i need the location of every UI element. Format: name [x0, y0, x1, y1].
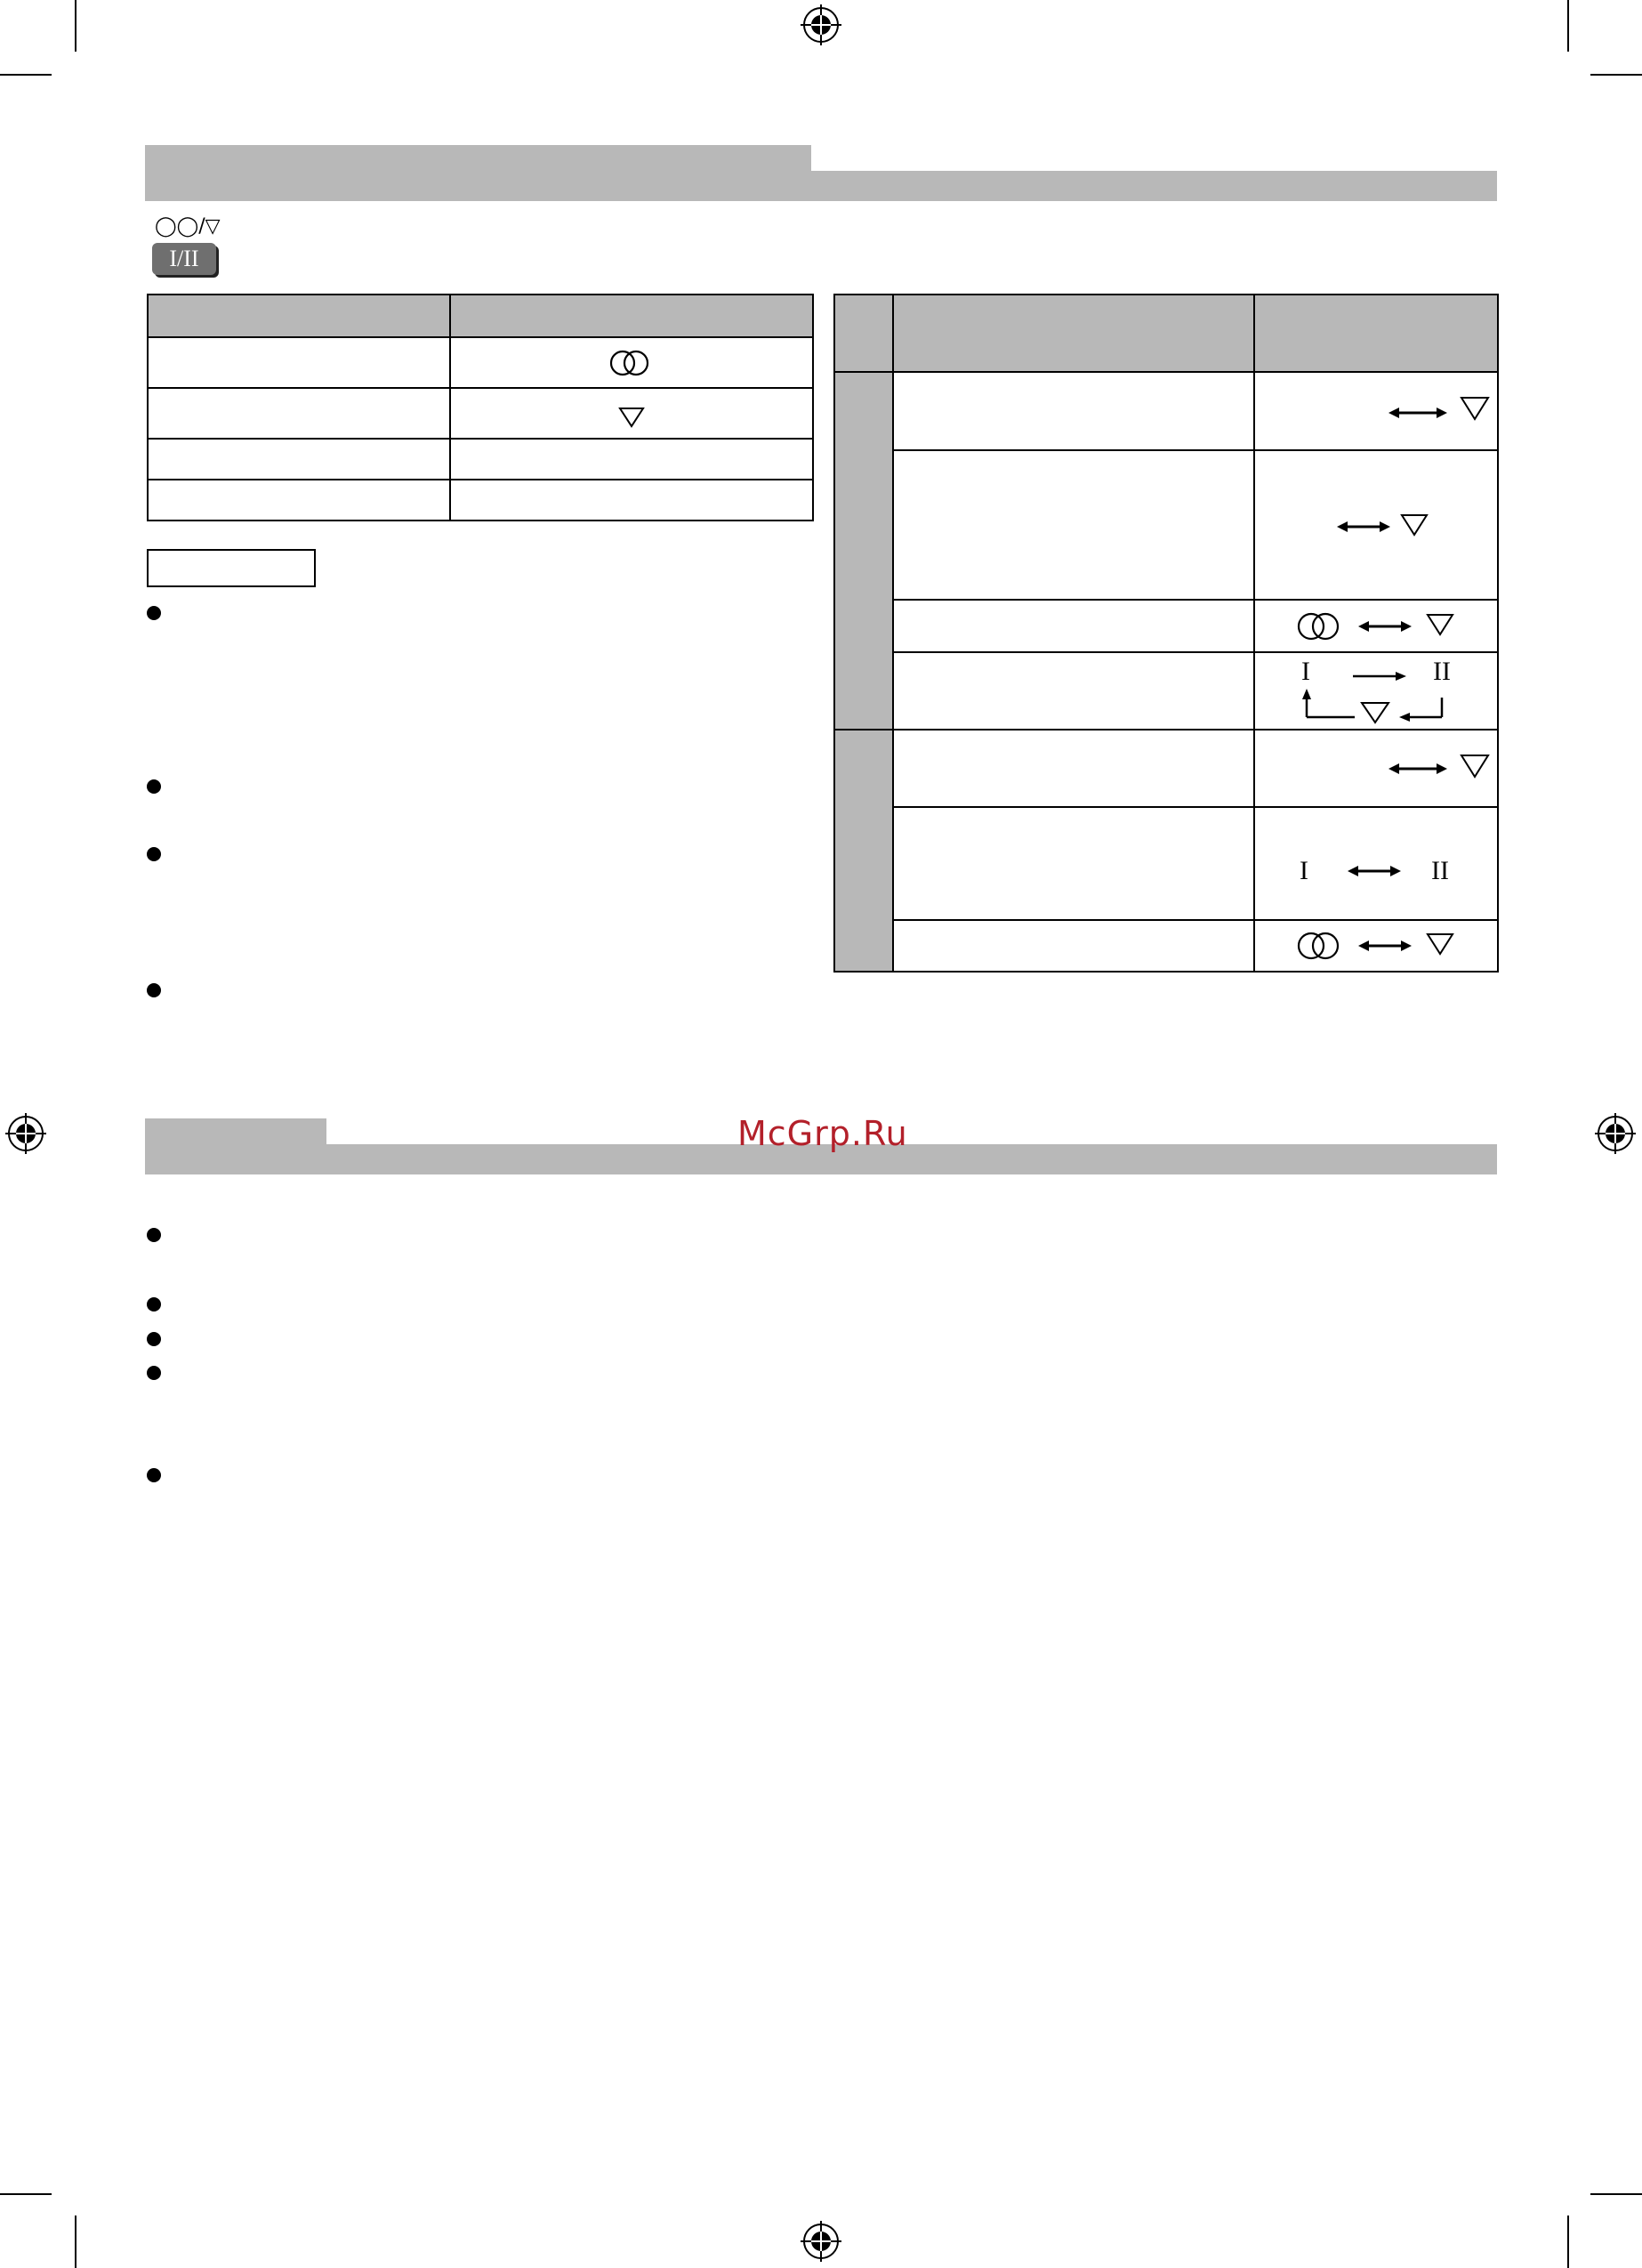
note-label-box — [147, 549, 316, 587]
bullet-point — [147, 1297, 161, 1312]
broadcast-table-cell — [1254, 920, 1498, 972]
crop-mark-top-right-h — [1590, 74, 1642, 76]
broadcast-group-1 — [834, 372, 893, 730]
broadcast-table-header-1 — [834, 295, 893, 372]
crop-mark-bottom-right — [1567, 2216, 1569, 2268]
bullet-point — [147, 1332, 161, 1346]
mode-table-cell-mono — [450, 388, 813, 439]
broadcast-table-cell — [893, 372, 1254, 450]
watermark-text: McGrp.Ru — [737, 1114, 908, 1153]
double-arrow-icon — [1348, 865, 1401, 877]
crop-mark-bottom-right-h — [1590, 2193, 1642, 2195]
mono-triangle-icon — [1460, 754, 1490, 779]
crop-mark-bottom-left — [75, 2216, 76, 2268]
broadcast-table-cell — [1254, 600, 1498, 652]
mode-table-cell — [148, 337, 450, 388]
sound-i-label: I — [1301, 657, 1310, 686]
mode-table-cell-stereo — [450, 337, 813, 388]
bullet-point — [147, 606, 161, 620]
crop-mark-top-right — [1567, 0, 1569, 52]
mode-table-cell — [450, 480, 813, 521]
registration-mark-bottom — [801, 2221, 841, 2262]
broadcast-table-cell — [1254, 450, 1498, 600]
bullet-point — [147, 1366, 161, 1380]
sound-i-label: I — [1300, 856, 1308, 885]
mode-table-cell — [148, 388, 450, 439]
sound-ii-label: II — [1433, 657, 1451, 686]
double-arrow-icon — [1358, 940, 1412, 952]
mode-table-cell — [450, 439, 813, 480]
stereo-icon — [608, 349, 652, 377]
registration-mark-top — [801, 4, 841, 45]
mono-triangle-icon — [1400, 513, 1429, 537]
mode-table-cell — [148, 480, 450, 521]
double-arrow-icon — [1337, 521, 1390, 533]
broadcast-table-cell — [1254, 652, 1498, 730]
broadcast-table-header-3 — [1254, 295, 1498, 372]
crop-mark-top-left-h — [0, 74, 52, 76]
double-arrow-icon — [1358, 620, 1412, 633]
broadcast-table-cell — [893, 730, 1254, 807]
broadcast-table-cell — [893, 652, 1254, 730]
mono-triangle-icon — [618, 407, 645, 428]
mono-triangle-icon — [1426, 932, 1454, 956]
bullet-point — [147, 847, 161, 861]
i-ii-button-icon: I/II — [152, 243, 216, 275]
crop-mark-top-left — [75, 0, 76, 52]
broadcast-table-cell — [1254, 730, 1498, 807]
broadcast-group-2 — [834, 730, 893, 972]
bullet-point — [147, 779, 161, 794]
broadcast-table-cell — [893, 920, 1254, 972]
stereo-icon — [1296, 931, 1342, 961]
sound-mode-symbols: ◯◯/▽ — [155, 215, 221, 238]
bullet-point — [147, 1228, 161, 1242]
stereo-icon — [1296, 611, 1342, 642]
broadcast-table-cell — [893, 450, 1254, 600]
mono-triangle-icon — [1460, 396, 1490, 421]
broadcast-table-header-2 — [893, 295, 1254, 372]
broadcast-table-cell — [1254, 807, 1498, 920]
registration-mark-left — [5, 1113, 46, 1154]
broadcast-table-cell — [893, 600, 1254, 652]
bullet-point — [147, 1468, 161, 1482]
double-arrow-icon — [1388, 407, 1447, 419]
mode-table-cell — [148, 439, 450, 480]
cycle-arrow-diagram — [1300, 664, 1477, 724]
mode-table-header-2 — [450, 295, 813, 337]
sound-ii-label: II — [1431, 856, 1449, 885]
broadcast-table-cell — [893, 807, 1254, 920]
registration-mark-right — [1595, 1113, 1636, 1154]
double-arrow-icon — [1388, 763, 1447, 775]
section-header-tab — [145, 1118, 326, 1145]
section-header-bar — [145, 171, 1497, 201]
mono-triangle-icon — [1426, 613, 1454, 636]
broadcast-table-cell — [1254, 372, 1498, 450]
mode-table-header-1 — [148, 295, 450, 337]
bullet-point — [147, 983, 161, 997]
crop-mark-bottom-left-h — [0, 2193, 52, 2195]
section-header-tab — [145, 145, 811, 172]
